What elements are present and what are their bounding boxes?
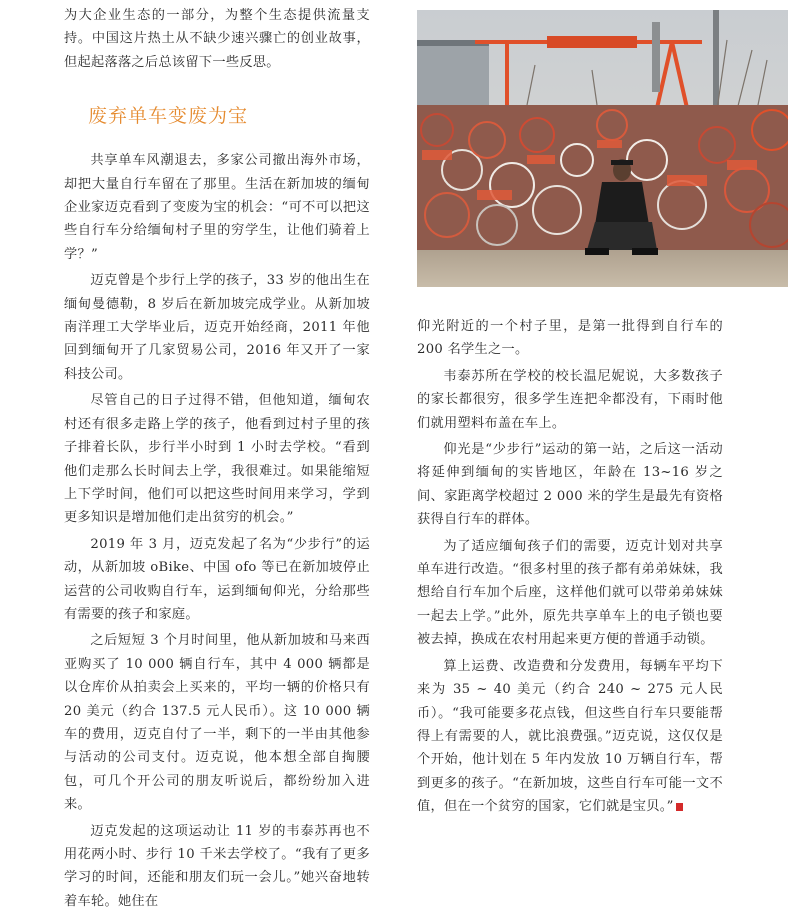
body-paragraph: 为了适应缅甸孩子们的需要，迈克计划对共享单车进行改造。“很多村里的孩子都有弟弟妹妹，我想给自行车加个后座，这样他们就可以带弟弟妹妹一起去上学。”此外，原先共享单车上的电子锁也要被去掉，换成在农村用起来更方便的普通手动锁。: [417, 538, 723, 648]
last-paragraph-text: 算上运费、改造费和分发费用，每辆车平均下来为 35 ~ 40 美元（约合 240 ~ 275 元人民币）。“我可能要多花点钱，但这些自行车只要能帮得上有需要的人，就比浪费强。”迈克说，这仅仅是个开始，他计划在 5 年内发放 10 万辆自行车，帮到更多的孩子。“在新加坡，这些自行车可能一文不值，但在一个贫穷的国家，它们就是宝贝。”: [417, 658, 723, 815]
body-paragraph: [417, 655, 723, 819]
right-column: [417, 0, 723, 819]
body-paragraph: 韦泰苏所在学校的校长温尼妮说，大多数孩子的家长都很穷，很多学生连把伞都没有，下雨时他们就用塑料布盖在车上。: [417, 368, 723, 431]
body-paragraph: 迈克曾是个步行上学的孩子，33 岁的他出生在缅甸曼德勒，8 岁后在新加坡完成学业。从新加坡南洋理工大学毕业后，迈克开始经商，2011 年他回到缅甸开了几家贸易公司，2016 年又开了一家科技公司。: [64, 273, 370, 382]
body-paragraph: 尽管自己的日子过得不错，但他知道，缅甸农村还有很多走路上学的孩子，他看到过村子里的孩子排着长队，步行半小时到 1 小时去学校。“看到他们走那么长时间去上学，我很难过。如果能缩短上下学时间，他们可以把这些时间用来学习，学到更多知识是增加他们走出贫穷的机会。”: [64, 393, 370, 526]
body-paragraph: 共享单车风潮退去，多家公司撤出海外市场，却把大量自行车留在了那里。生活在新加坡的缅甸企业家迈克看到了变废为宝的机会：“可不可以把这些自行车分给缅甸村子里的穷学生，让他们骑着上学？”: [64, 153, 370, 262]
body-paragraph: 之后短短 3 个月时间里，他从新加坡和马来西亚购买了 10 000 辆自行车，其中 4 000 辆都是以仓库价从拍卖会上买来的，平均一辆的价格只有 20 美元（约合 137.5 元人民币）。这 10 000 辆车的费用，迈克自付了一半，剩下的一半由其他参与活动的公司支付。迈克说，他本想全部自掏腰包，可几个开公司的朋友听说后，都纷纷加入进来。: [64, 633, 370, 813]
body-paragraph: 迈克发起的这项运动让 11 岁的韦泰苏再也不用花两小时、步行 10 千米去学校了。“我有了更多学习的时间，还能和朋友们玩一会儿。”她兴奋地转着车轮。她住在: [64, 823, 370, 909]
body-paragraph: 2019 年 3 月，迈克发起了名为“少步行”的运动，从新加坡 oBike、中国 ofo 等已在新加坡停止运营的公司收购自行车，运到缅甸仰光，分给那些有需要的孩子和家庭。: [64, 536, 370, 622]
left-column: [64, 0, 370, 913]
end-of-article-icon: [676, 803, 683, 811]
body-paragraph-continued: 仰光附近的一个村子里，是第一批得到自行车的 200 名学生之一。: [417, 319, 723, 358]
intro-paragraph: 为大企业生态的一部分，为整个生态提供流量支持。中国这片热土从不缺少速兴骤亡的创业故事，但起起落落之后总该留下一些反思。: [64, 8, 370, 70]
section-title: 废弃单车变废为宝: [88, 105, 249, 128]
bicycle-yard-photo: [417, 10, 788, 287]
body-paragraph: 仰光是“少步行”运动的第一站，之后这一活动将延伸到缅甸的实皆地区，年龄在 13~16 岁之间、家距离学校超过 2 000 米的学生是最先有资格获得自行车的群体。: [417, 442, 723, 528]
